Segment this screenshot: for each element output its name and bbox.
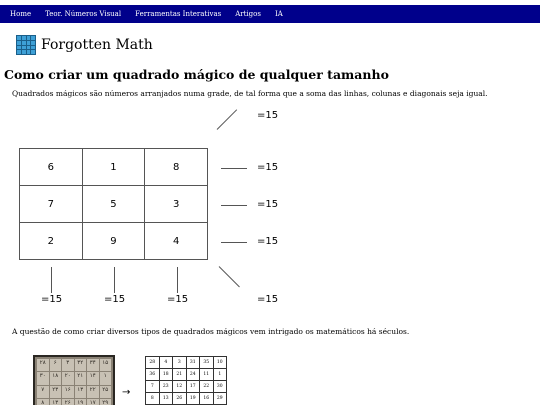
- modern-cell: 28: [146, 357, 160, 369]
- nav-home[interactable]: Home: [10, 10, 32, 18]
- modern-cell: 29: [213, 393, 227, 405]
- sum-label-row-2: =15: [257, 199, 279, 210]
- magic-cell: 2: [20, 223, 83, 260]
- old-cell: ۸: [37, 399, 49, 405]
- modern-magic-square-table: [145, 356, 227, 405]
- sum-label-col-2: =15: [104, 294, 126, 305]
- modern-cell: 21: [173, 369, 187, 381]
- magic-row: [20, 149, 208, 186]
- old-cell: ۳: [62, 359, 74, 371]
- old-cell: ۲۸: [37, 359, 49, 371]
- old-cell: ۱: [100, 372, 112, 384]
- modern-cell: 16: [200, 393, 214, 405]
- magic-cell: 3: [145, 186, 208, 223]
- old-cell: ۱۸: [50, 372, 62, 384]
- modern-cell: 17: [186, 381, 200, 393]
- site-logo[interactable]: [16, 35, 153, 55]
- modern-row: [146, 393, 227, 405]
- sum-label-diagonal-top: =15: [257, 110, 279, 121]
- modern-cell: 19: [186, 393, 200, 405]
- magic-cell: 7: [20, 186, 83, 223]
- modern-cell: 13: [159, 393, 173, 405]
- sum-label-row-1: =15: [257, 162, 279, 173]
- old-cell: ۳۴: [87, 359, 99, 371]
- modern-row: [146, 357, 227, 369]
- arrow-right-icon: →: [122, 387, 131, 398]
- old-cell: ۳۰: [37, 372, 49, 384]
- row-sum-line: [221, 205, 247, 206]
- magic-cell: 9: [82, 223, 145, 260]
- column-sum-line: [51, 267, 52, 293]
- row-sum-line: [221, 242, 247, 243]
- nav-interactive-tools[interactable]: Ferramentas Interativas: [135, 10, 222, 18]
- diagonal-sum-line: [219, 266, 240, 287]
- site-name: Forgotten Math: [41, 37, 153, 53]
- modern-cell: 4: [159, 357, 173, 369]
- magic-cell: 1: [82, 149, 145, 186]
- top-navbar: [0, 5, 540, 23]
- diagonal-sum-line: [217, 109, 238, 130]
- old-cell: ۱۴: [87, 372, 99, 384]
- magic-square-table: [19, 148, 208, 260]
- magic-cell: 4: [145, 223, 208, 260]
- modern-row: [146, 369, 227, 381]
- old-cell: ۲۲: [87, 386, 99, 398]
- row-sum-line: [221, 168, 247, 169]
- modern-cell: 30: [213, 381, 227, 393]
- modern-cell: 12: [173, 381, 187, 393]
- old-cell: ۲۱: [75, 372, 87, 384]
- old-cell: ۲۳: [50, 386, 62, 398]
- magic-row: [20, 223, 208, 260]
- column-sum-line: [114, 267, 115, 293]
- modern-cell: 18: [159, 369, 173, 381]
- old-cell: ۱۵: [100, 359, 112, 371]
- sum-label-row-3: =15: [257, 236, 279, 247]
- modern-cell: 26: [173, 393, 187, 405]
- sum-label-diagonal-bottom: =15: [257, 294, 279, 305]
- old-cell: ۲۰: [62, 372, 74, 384]
- magic-cell: 6: [20, 149, 83, 186]
- article-intro: Quadrados mágicos são números arranjados numa grade, de tal forma que a soma das linhas, colunas e diagonais seja igual.: [12, 89, 488, 98]
- old-cell: ۷: [37, 386, 49, 398]
- modern-cell: 1: [213, 369, 227, 381]
- grid-logo-icon: [16, 35, 36, 55]
- magic-row: [20, 186, 208, 223]
- old-cell: ۱۶: [62, 386, 74, 398]
- nav-ai[interactable]: IA: [274, 10, 283, 18]
- old-cell: ۲۶: [62, 399, 74, 405]
- old-cell: ۱۳: [50, 399, 62, 405]
- old-cell: ۱۳: [75, 386, 87, 398]
- nav-visual-number-theory[interactable]: Teor. Números Visual: [45, 10, 122, 18]
- modern-cell: 8: [146, 393, 160, 405]
- article-question: A questão de como criar diversos tipos de quadrados mágicos vem intrigado os matemáticos há séculos.: [12, 327, 410, 336]
- modern-cell: 36: [146, 369, 160, 381]
- old-cell: ۲۵: [100, 386, 112, 398]
- old-cell: ۶: [50, 359, 62, 371]
- old-cell: ۱۹: [75, 399, 87, 405]
- modern-cell: 10: [213, 357, 227, 369]
- column-sum-line: [177, 267, 178, 293]
- old-cell: ۳۲: [75, 359, 87, 371]
- modern-cell: 31: [186, 357, 200, 369]
- modern-cell: 35: [200, 357, 214, 369]
- modern-cell: 11: [200, 369, 214, 381]
- magic-cell: 5: [82, 186, 145, 223]
- old-cell: ۲۹: [100, 399, 112, 405]
- old-cell: ۱۷: [87, 399, 99, 405]
- magic-cell: 8: [145, 149, 208, 186]
- article-title: Como criar um quadrado mágico de qualquer tamanho: [4, 67, 389, 82]
- historical-magic-square-image: [33, 355, 115, 405]
- modern-cell: 7: [146, 381, 160, 393]
- modern-cell: 23: [159, 381, 173, 393]
- modern-cell: 22: [200, 381, 214, 393]
- modern-cell: 24: [186, 369, 200, 381]
- nav-articles[interactable]: Artigos: [235, 10, 261, 18]
- modern-cell: 3: [173, 357, 187, 369]
- modern-row: [146, 381, 227, 393]
- sum-label-col-3: =15: [167, 294, 189, 305]
- sum-label-col-1: =15: [41, 294, 63, 305]
